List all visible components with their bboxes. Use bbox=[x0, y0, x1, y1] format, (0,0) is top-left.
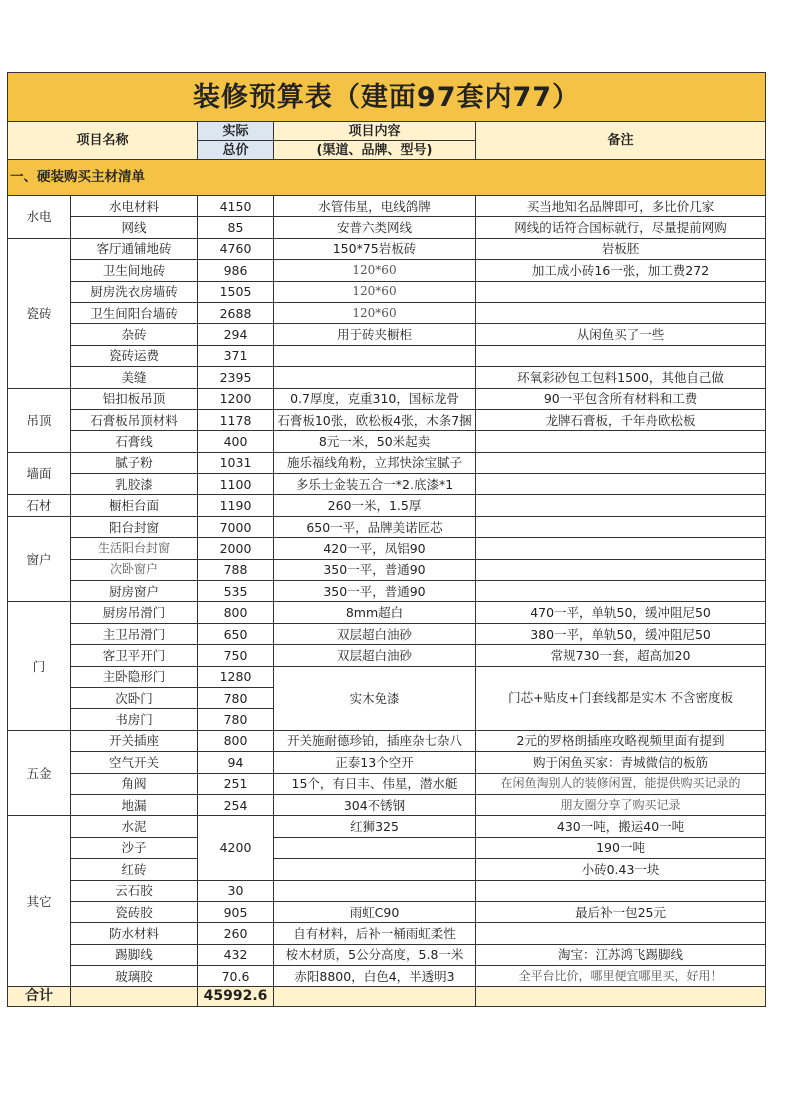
item-content: 304不锈钢 bbox=[274, 794, 476, 815]
table-row bbox=[8, 516, 766, 537]
category-cell: 五金 bbox=[8, 730, 71, 816]
item-notes: 加工成小砖16一张，加工费272 bbox=[476, 260, 766, 281]
table-row bbox=[8, 409, 766, 430]
header-price-bottom: 总价 bbox=[198, 141, 274, 160]
item-price: 254 bbox=[198, 794, 274, 815]
item-content: 双层超白油砂 bbox=[274, 623, 476, 644]
item-notes: 买当地知名品牌即可，多比价几家 bbox=[476, 196, 766, 217]
table-row bbox=[8, 581, 766, 602]
item-content: 实木免漆 bbox=[274, 666, 476, 730]
item-price: 400 bbox=[198, 431, 274, 452]
category-cell: 石材 bbox=[8, 495, 71, 516]
item-notes bbox=[476, 495, 766, 516]
item-price: 251 bbox=[198, 773, 274, 794]
item-name: 防水材料 bbox=[71, 923, 198, 944]
item-name: 阳台封窗 bbox=[71, 516, 198, 537]
item-price: 750 bbox=[198, 645, 274, 666]
item-price: 650 bbox=[198, 623, 274, 644]
item-name: 厨房窗户 bbox=[71, 581, 198, 602]
item-content: 650一平，品牌美诺匠芯 bbox=[274, 516, 476, 537]
item-price: 780 bbox=[198, 709, 274, 730]
item-name: 橱柜台面 bbox=[71, 495, 198, 516]
table-row bbox=[8, 431, 766, 452]
item-content bbox=[274, 859, 476, 880]
item-price: 371 bbox=[198, 345, 274, 366]
table-row bbox=[8, 559, 766, 580]
item-price: 1200 bbox=[198, 388, 274, 409]
item-name: 卫生间地砖 bbox=[71, 260, 198, 281]
item-name: 水电材料 bbox=[71, 196, 198, 217]
item-name: 铝扣板吊顶 bbox=[71, 388, 198, 409]
item-notes bbox=[476, 923, 766, 944]
item-content: 350一平，普通90 bbox=[274, 559, 476, 580]
item-price: 1280 bbox=[198, 666, 274, 687]
item-price: 70.6 bbox=[198, 966, 274, 987]
item-notes: 90一平包含所有材料和工费 bbox=[476, 388, 766, 409]
item-name: 云石胶 bbox=[71, 880, 198, 901]
item-name: 地漏 bbox=[71, 794, 198, 815]
total-row bbox=[8, 987, 766, 1007]
table-row bbox=[8, 623, 766, 644]
item-name: 客厅通铺地砖 bbox=[71, 238, 198, 259]
item-price: 294 bbox=[198, 324, 274, 345]
item-content: 赤阳8800，白色4，半透明3 bbox=[274, 966, 476, 987]
item-notes bbox=[476, 559, 766, 580]
item-price: 1190 bbox=[198, 495, 274, 516]
item-content: 120*60 bbox=[274, 260, 476, 281]
item-notes bbox=[476, 452, 766, 473]
item-name: 空气开关 bbox=[71, 752, 198, 773]
item-name: 书房门 bbox=[71, 709, 198, 730]
item-content bbox=[274, 880, 476, 901]
item-name: 开关插座 bbox=[71, 730, 198, 751]
item-notes: 环氧彩砂包工包料1500，其他自己做 bbox=[476, 367, 766, 388]
item-notes bbox=[476, 581, 766, 602]
table-row bbox=[8, 345, 766, 366]
table-row bbox=[8, 773, 766, 794]
item-price: 800 bbox=[198, 602, 274, 623]
item-price: 800 bbox=[198, 730, 274, 751]
item-name: 主卫吊滑门 bbox=[71, 623, 198, 644]
sheet-title: 装修预算表（建面97套内77） bbox=[8, 73, 766, 122]
item-price: 905 bbox=[198, 901, 274, 922]
table-row bbox=[8, 966, 766, 987]
item-name: 乳胶漆 bbox=[71, 474, 198, 495]
total-empty bbox=[476, 987, 766, 1007]
item-content: 8mm超白 bbox=[274, 602, 476, 623]
item-content: 施乐福线角粉，立邦快涂宝腻子 bbox=[274, 452, 476, 473]
section-title: 一、硬装购买主材清单 bbox=[8, 160, 766, 196]
item-name: 踢脚线 bbox=[71, 944, 198, 965]
header-content-bottom: (渠道、品牌、型号) bbox=[274, 141, 476, 160]
header-notes: 备注 bbox=[476, 122, 766, 160]
item-notes: 在闲鱼淘别人的装修闲置，能提供购买记录的 bbox=[476, 773, 766, 794]
item-name: 次卧窗户 bbox=[71, 559, 198, 580]
item-price: 4150 bbox=[198, 196, 274, 217]
item-content bbox=[274, 345, 476, 366]
total-label: 合计 bbox=[8, 987, 71, 1007]
table-row bbox=[8, 367, 766, 388]
item-price: 260 bbox=[198, 923, 274, 944]
table-row bbox=[8, 944, 766, 965]
table-row bbox=[8, 645, 766, 666]
table-row bbox=[8, 388, 766, 409]
item-content: 石膏板10张，欧松板4张，木条7捆 bbox=[274, 409, 476, 430]
table-row bbox=[8, 495, 766, 516]
item-content: 双层超白油砂 bbox=[274, 645, 476, 666]
item-content: 8元一米，50米起卖 bbox=[274, 431, 476, 452]
item-content: 桉木材质，5公分高度，5.8一米 bbox=[274, 944, 476, 965]
table-row bbox=[8, 837, 766, 858]
table-row bbox=[8, 324, 766, 345]
item-price: 1178 bbox=[198, 409, 274, 430]
header-content-top: 项目内容 bbox=[274, 122, 476, 141]
total-value: 45992.6 bbox=[198, 987, 274, 1007]
item-content: 150*75岩板砖 bbox=[274, 238, 476, 259]
item-price: 7000 bbox=[198, 516, 274, 537]
table-row bbox=[8, 452, 766, 473]
category-cell: 水电 bbox=[8, 196, 71, 239]
header-row bbox=[8, 122, 766, 141]
item-name: 杂砖 bbox=[71, 324, 198, 345]
table-row bbox=[8, 859, 766, 880]
item-name: 瓷砖胶 bbox=[71, 901, 198, 922]
item-notes: 470一平，单轨50，缓冲阻尼50 bbox=[476, 602, 766, 623]
item-content: 120*60 bbox=[274, 281, 476, 302]
item-notes: 190一吨 bbox=[476, 837, 766, 858]
item-notes bbox=[476, 516, 766, 537]
table-row bbox=[8, 880, 766, 901]
table-row bbox=[8, 923, 766, 944]
table-row bbox=[8, 281, 766, 302]
title-row bbox=[8, 73, 766, 122]
item-price: 2395 bbox=[198, 367, 274, 388]
item-notes bbox=[476, 345, 766, 366]
item-name: 腻子粉 bbox=[71, 452, 198, 473]
item-name: 角阀 bbox=[71, 773, 198, 794]
item-content: 开关施耐德珍铂，插座杂七杂八 bbox=[274, 730, 476, 751]
table-row bbox=[8, 217, 766, 238]
category-cell: 墙面 bbox=[8, 452, 71, 495]
category-cell: 吊顶 bbox=[8, 388, 71, 452]
item-price: 2688 bbox=[198, 302, 274, 323]
item-content: 420一平，凤铝90 bbox=[274, 538, 476, 559]
item-notes: 淘宝：江苏鸿飞踢脚线 bbox=[476, 944, 766, 965]
table-row bbox=[8, 302, 766, 323]
item-name: 美缝 bbox=[71, 367, 198, 388]
item-notes: 全平台比价，哪里便宜哪里买，好用！ bbox=[476, 966, 766, 987]
item-notes: 岩板胚 bbox=[476, 238, 766, 259]
table-row bbox=[8, 260, 766, 281]
item-notes bbox=[476, 474, 766, 495]
item-price: 94 bbox=[198, 752, 274, 773]
item-notes bbox=[476, 302, 766, 323]
item-content: 120*60 bbox=[274, 302, 476, 323]
item-price: 30 bbox=[198, 880, 274, 901]
item-name: 卫生间阳台墙砖 bbox=[71, 302, 198, 323]
item-notes: 430一吨，搬运40一吨 bbox=[476, 816, 766, 837]
table-row bbox=[8, 538, 766, 559]
category-cell: 其它 bbox=[8, 816, 71, 987]
item-price: 1031 bbox=[198, 452, 274, 473]
item-notes: 龙牌石膏板，千年舟欧松板 bbox=[476, 409, 766, 430]
table-row bbox=[8, 816, 766, 837]
item-content: 15个，有日丰、伟星，潜水艇 bbox=[274, 773, 476, 794]
item-content: 多乐士金装五合一*2.底漆*1 bbox=[274, 474, 476, 495]
item-price: 4200 bbox=[198, 816, 274, 880]
item-name: 红砖 bbox=[71, 859, 198, 880]
table-row bbox=[8, 730, 766, 751]
item-price: 788 bbox=[198, 559, 274, 580]
table-row bbox=[8, 474, 766, 495]
item-name: 石膏板吊顶材料 bbox=[71, 409, 198, 430]
item-notes bbox=[476, 281, 766, 302]
item-name: 网线 bbox=[71, 217, 198, 238]
item-price: 432 bbox=[198, 944, 274, 965]
item-price: 986 bbox=[198, 260, 274, 281]
category-cell: 瓷砖 bbox=[8, 238, 71, 388]
item-notes: 从闲鱼买了一些 bbox=[476, 324, 766, 345]
item-name: 沙子 bbox=[71, 837, 198, 858]
item-content: 安普六类网线 bbox=[274, 217, 476, 238]
item-name: 生活阳台封窗 bbox=[71, 538, 198, 559]
item-price: 4760 bbox=[198, 238, 274, 259]
item-name: 次卧门 bbox=[71, 687, 198, 708]
item-price: 2000 bbox=[198, 538, 274, 559]
category-cell: 门 bbox=[8, 602, 71, 730]
budget-table bbox=[7, 72, 766, 1007]
item-content: 自有材料，后补一桶雨虹柔性 bbox=[274, 923, 476, 944]
item-price: 780 bbox=[198, 687, 274, 708]
item-notes: 380一平，单轨50，缓冲阻尼50 bbox=[476, 623, 766, 644]
table-row bbox=[8, 794, 766, 815]
item-notes bbox=[476, 880, 766, 901]
item-price: 1505 bbox=[198, 281, 274, 302]
item-name: 客卫平开门 bbox=[71, 645, 198, 666]
item-content: 用于砖夹橱柜 bbox=[274, 324, 476, 345]
item-content bbox=[274, 837, 476, 858]
item-content: 红狮325 bbox=[274, 816, 476, 837]
item-name: 厨房洗衣房墙砖 bbox=[71, 281, 198, 302]
item-content: 350一平，普通90 bbox=[274, 581, 476, 602]
item-name: 水泥 bbox=[71, 816, 198, 837]
header-price-top: 实际 bbox=[198, 122, 274, 141]
item-notes: 2元的罗格朗插座攻略视频里面有提到 bbox=[476, 730, 766, 751]
table-row bbox=[8, 901, 766, 922]
table-row bbox=[8, 752, 766, 773]
item-notes: 最后补一包25元 bbox=[476, 901, 766, 922]
item-content: 0.7厚度，克重310，国标龙骨 bbox=[274, 388, 476, 409]
item-content bbox=[274, 367, 476, 388]
table-row bbox=[8, 238, 766, 259]
item-name: 主卧隐形门 bbox=[71, 666, 198, 687]
item-notes bbox=[476, 538, 766, 559]
item-notes: 门芯+贴皮+门套线都是实木 不含密度板 bbox=[476, 666, 766, 730]
category-cell: 窗户 bbox=[8, 516, 71, 602]
table-row bbox=[8, 602, 766, 623]
item-notes bbox=[476, 431, 766, 452]
item-price: 1100 bbox=[198, 474, 274, 495]
item-content: 雨虹C90 bbox=[274, 901, 476, 922]
item-name: 瓷砖运费 bbox=[71, 345, 198, 366]
item-notes: 朋友圈分享了购买记录 bbox=[476, 794, 766, 815]
item-notes: 购于闲鱼买家：青城微信的板筋 bbox=[476, 752, 766, 773]
table-row bbox=[8, 196, 766, 217]
item-content: 正泰13个空开 bbox=[274, 752, 476, 773]
table-row bbox=[8, 666, 766, 687]
item-content: 260一米，1.5厚 bbox=[274, 495, 476, 516]
item-content: 水管伟星，电线鸽牌 bbox=[274, 196, 476, 217]
item-price: 535 bbox=[198, 581, 274, 602]
item-name: 石膏线 bbox=[71, 431, 198, 452]
item-name: 玻璃胶 bbox=[71, 966, 198, 987]
total-empty bbox=[71, 987, 198, 1007]
total-empty bbox=[274, 987, 476, 1007]
item-price: 85 bbox=[198, 217, 274, 238]
item-name: 厨房吊滑门 bbox=[71, 602, 198, 623]
item-notes: 网线的话符合国标就行，尽量提前网购 bbox=[476, 217, 766, 238]
section-row bbox=[8, 160, 766, 196]
item-notes: 小砖0.43一块 bbox=[476, 859, 766, 880]
header-name: 项目名称 bbox=[8, 122, 198, 160]
item-notes: 常规730一套，超高加20 bbox=[476, 645, 766, 666]
